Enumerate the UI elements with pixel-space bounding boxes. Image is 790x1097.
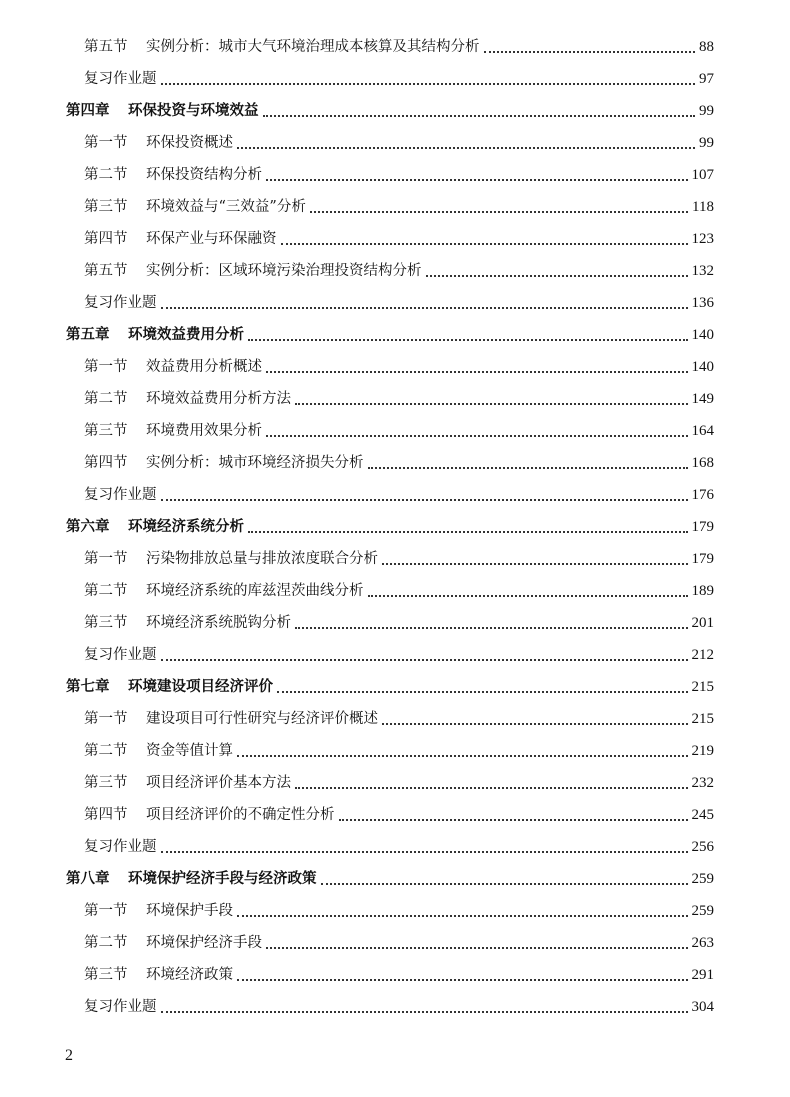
section-label: 第二节 [84,743,128,759]
entry-title: 环保投资概述 [146,135,233,151]
dot-leader [339,818,688,821]
section-label: 第二节 [84,935,128,951]
entry-title: 复习作业题 [84,999,157,1015]
entry-page-number: 263 [691,935,714,951]
entry-page-number: 259 [691,871,714,887]
toc-section-row [0,159,790,191]
entry-title: 环境经济系统脱钩分析 [146,615,291,631]
entry-title: 环境经济系统分析 [128,518,244,535]
dot-leader [161,658,688,661]
dot-leader [248,338,688,341]
chapter-label: 第七章 [66,678,110,695]
chapter-label: 第五章 [66,326,110,343]
section-label: 第二节 [84,583,128,599]
dot-leader [295,786,688,789]
toc-section-row [0,575,790,607]
entry-page-number: 201 [691,615,714,631]
entry-page-number: 259 [691,903,714,919]
chapter-label: 第六章 [66,518,110,535]
toc-section-row [0,415,790,447]
toc-section-row [0,127,790,159]
entry-title: 建设项目可行性研究与经济评价概述 [146,711,378,727]
section-label: 第一节 [84,359,128,375]
section-label: 第一节 [84,551,128,567]
entry-page-number: 140 [691,359,714,375]
dot-leader [237,754,688,757]
entry-title: 项目经济评价基本方法 [146,775,291,791]
entry-title: 环境保护经济手段 [146,935,262,951]
toc-section-row [0,351,790,383]
section-label: 第四节 [84,807,128,823]
entry-title: 环境经济政策 [146,967,233,983]
entry-page-number: 123 [691,231,714,247]
entry-page-number: 215 [691,711,714,727]
entry-title: 复习作业题 [84,295,157,311]
section-label: 第一节 [84,711,128,727]
toc-review-row [0,479,790,511]
entry-title: 环境经济系统的库兹涅茨曲线分析 [146,583,364,599]
entry-title: 环保产业与环保融资 [146,231,277,247]
section-label: 第四节 [84,455,128,471]
toc-section-row [0,959,790,991]
section-label: 第二节 [84,391,128,407]
entry-page-number: 179 [691,551,714,567]
entry-title: 环境效益与“三效益”分析 [146,199,306,215]
section-label: 第一节 [84,903,128,919]
dot-leader [295,626,688,629]
entry-title: 环保投资结构分析 [146,167,262,183]
dot-leader [266,178,688,181]
section-label: 第三节 [84,967,128,983]
dot-leader [321,882,688,885]
dot-leader [310,210,688,213]
dot-leader [426,274,688,277]
toc-section-row [0,767,790,799]
entry-page-number: 97 [699,71,714,87]
toc-chapter-row [0,863,790,895]
toc-review-row [0,639,790,671]
entry-page-number: 168 [691,455,714,471]
section-label: 第五节 [84,39,128,55]
entry-page-number: 136 [691,295,714,311]
entry-title: 实例分析：区域环境污染治理投资结构分析 [146,263,422,279]
dot-leader [161,498,688,501]
toc-section-row [0,895,790,927]
entry-title: 复习作业题 [84,487,157,503]
section-label: 第三节 [84,423,128,439]
entry-title: 环境费用效果分析 [146,423,262,439]
section-label: 第三节 [84,775,128,791]
entry-page-number: 118 [692,199,714,215]
dot-leader [368,594,688,597]
dot-leader [266,370,688,373]
section-label: 第三节 [84,199,128,215]
toc-review-row [0,287,790,319]
toc-section-row [0,703,790,735]
dot-leader [161,1010,688,1013]
chapter-label: 第八章 [66,870,110,887]
toc-chapter-row [0,95,790,127]
dot-leader [382,562,688,565]
entry-page-number: 219 [691,743,714,759]
entry-page-number: 132 [691,263,714,279]
dot-leader [237,978,688,981]
entry-title: 效益费用分析概述 [146,359,262,375]
toc-review-row [0,63,790,95]
entry-page-number: 176 [691,487,714,503]
entry-page-number: 99 [699,135,714,151]
toc-section-row [0,31,790,63]
dot-leader [281,242,688,245]
entry-page-number: 149 [691,391,714,407]
toc-section-row [0,799,790,831]
entry-title: 复习作业题 [84,839,157,855]
toc-chapter-row [0,671,790,703]
entry-title: 环境效益费用分析方法 [146,391,291,407]
dot-leader [266,434,688,437]
page-number: 2 [65,1047,73,1064]
dot-leader [161,82,696,85]
table-of-contents [0,31,790,1023]
dot-leader [237,914,688,917]
toc-section-row [0,191,790,223]
section-label: 第五节 [84,263,128,279]
entry-page-number: 245 [691,807,714,823]
entry-title: 项目经济评价的不确定性分析 [146,807,335,823]
toc-section-row [0,543,790,575]
entry-page-number: 107 [691,167,714,183]
section-label: 第四节 [84,231,128,247]
entry-title: 复习作业题 [84,71,157,87]
toc-chapter-row [0,511,790,543]
entry-title: 复习作业题 [84,647,157,663]
toc-section-row [0,607,790,639]
dot-leader [295,402,688,405]
entry-page-number: 304 [691,999,714,1015]
toc-section-row [0,927,790,959]
entry-page-number: 215 [691,679,714,695]
dot-leader [161,306,688,309]
entry-title: 污染物排放总量与排放浓度联合分析 [146,551,378,567]
entry-title: 实例分析：城市大气环境治理成本核算及其结构分析 [146,39,480,55]
section-label: 第一节 [84,135,128,151]
entry-title: 环境效益费用分析 [128,326,244,343]
dot-leader [382,722,688,725]
entry-title: 环境保护经济手段与经济政策 [128,870,317,887]
dot-leader [368,466,688,469]
section-label: 第二节 [84,167,128,183]
entry-page-number: 140 [691,327,714,343]
entry-page-number: 291 [691,967,714,983]
dot-leader [263,114,696,117]
entry-title: 资金等值计算 [146,743,233,759]
toc-section-row [0,735,790,767]
chapter-label: 第四章 [66,102,110,119]
dot-leader [161,850,688,853]
entry-title: 环境建设项目经济评价 [128,678,273,695]
entry-page-number: 99 [699,103,714,119]
section-label: 第三节 [84,615,128,631]
entry-title: 实例分析：城市环境经济损失分析 [146,455,364,471]
toc-review-row [0,831,790,863]
toc-chapter-row [0,319,790,351]
entry-title: 环境保护手段 [146,903,233,919]
toc-section-row [0,223,790,255]
dot-leader [266,946,688,949]
dot-leader [484,50,696,53]
entry-page-number: 179 [691,519,714,535]
entry-page-number: 212 [691,647,714,663]
toc-section-row [0,447,790,479]
entry-page-number: 232 [691,775,714,791]
toc-section-row [0,255,790,287]
entry-title: 环保投资与环境效益 [128,102,259,119]
dot-leader [237,146,695,149]
entry-page-number: 164 [691,423,714,439]
toc-review-row [0,991,790,1023]
entry-page-number: 256 [691,839,714,855]
toc-section-row [0,383,790,415]
dot-leader [248,530,688,533]
entry-page-number: 189 [691,583,714,599]
dot-leader [277,690,688,693]
entry-page-number: 88 [699,39,714,55]
